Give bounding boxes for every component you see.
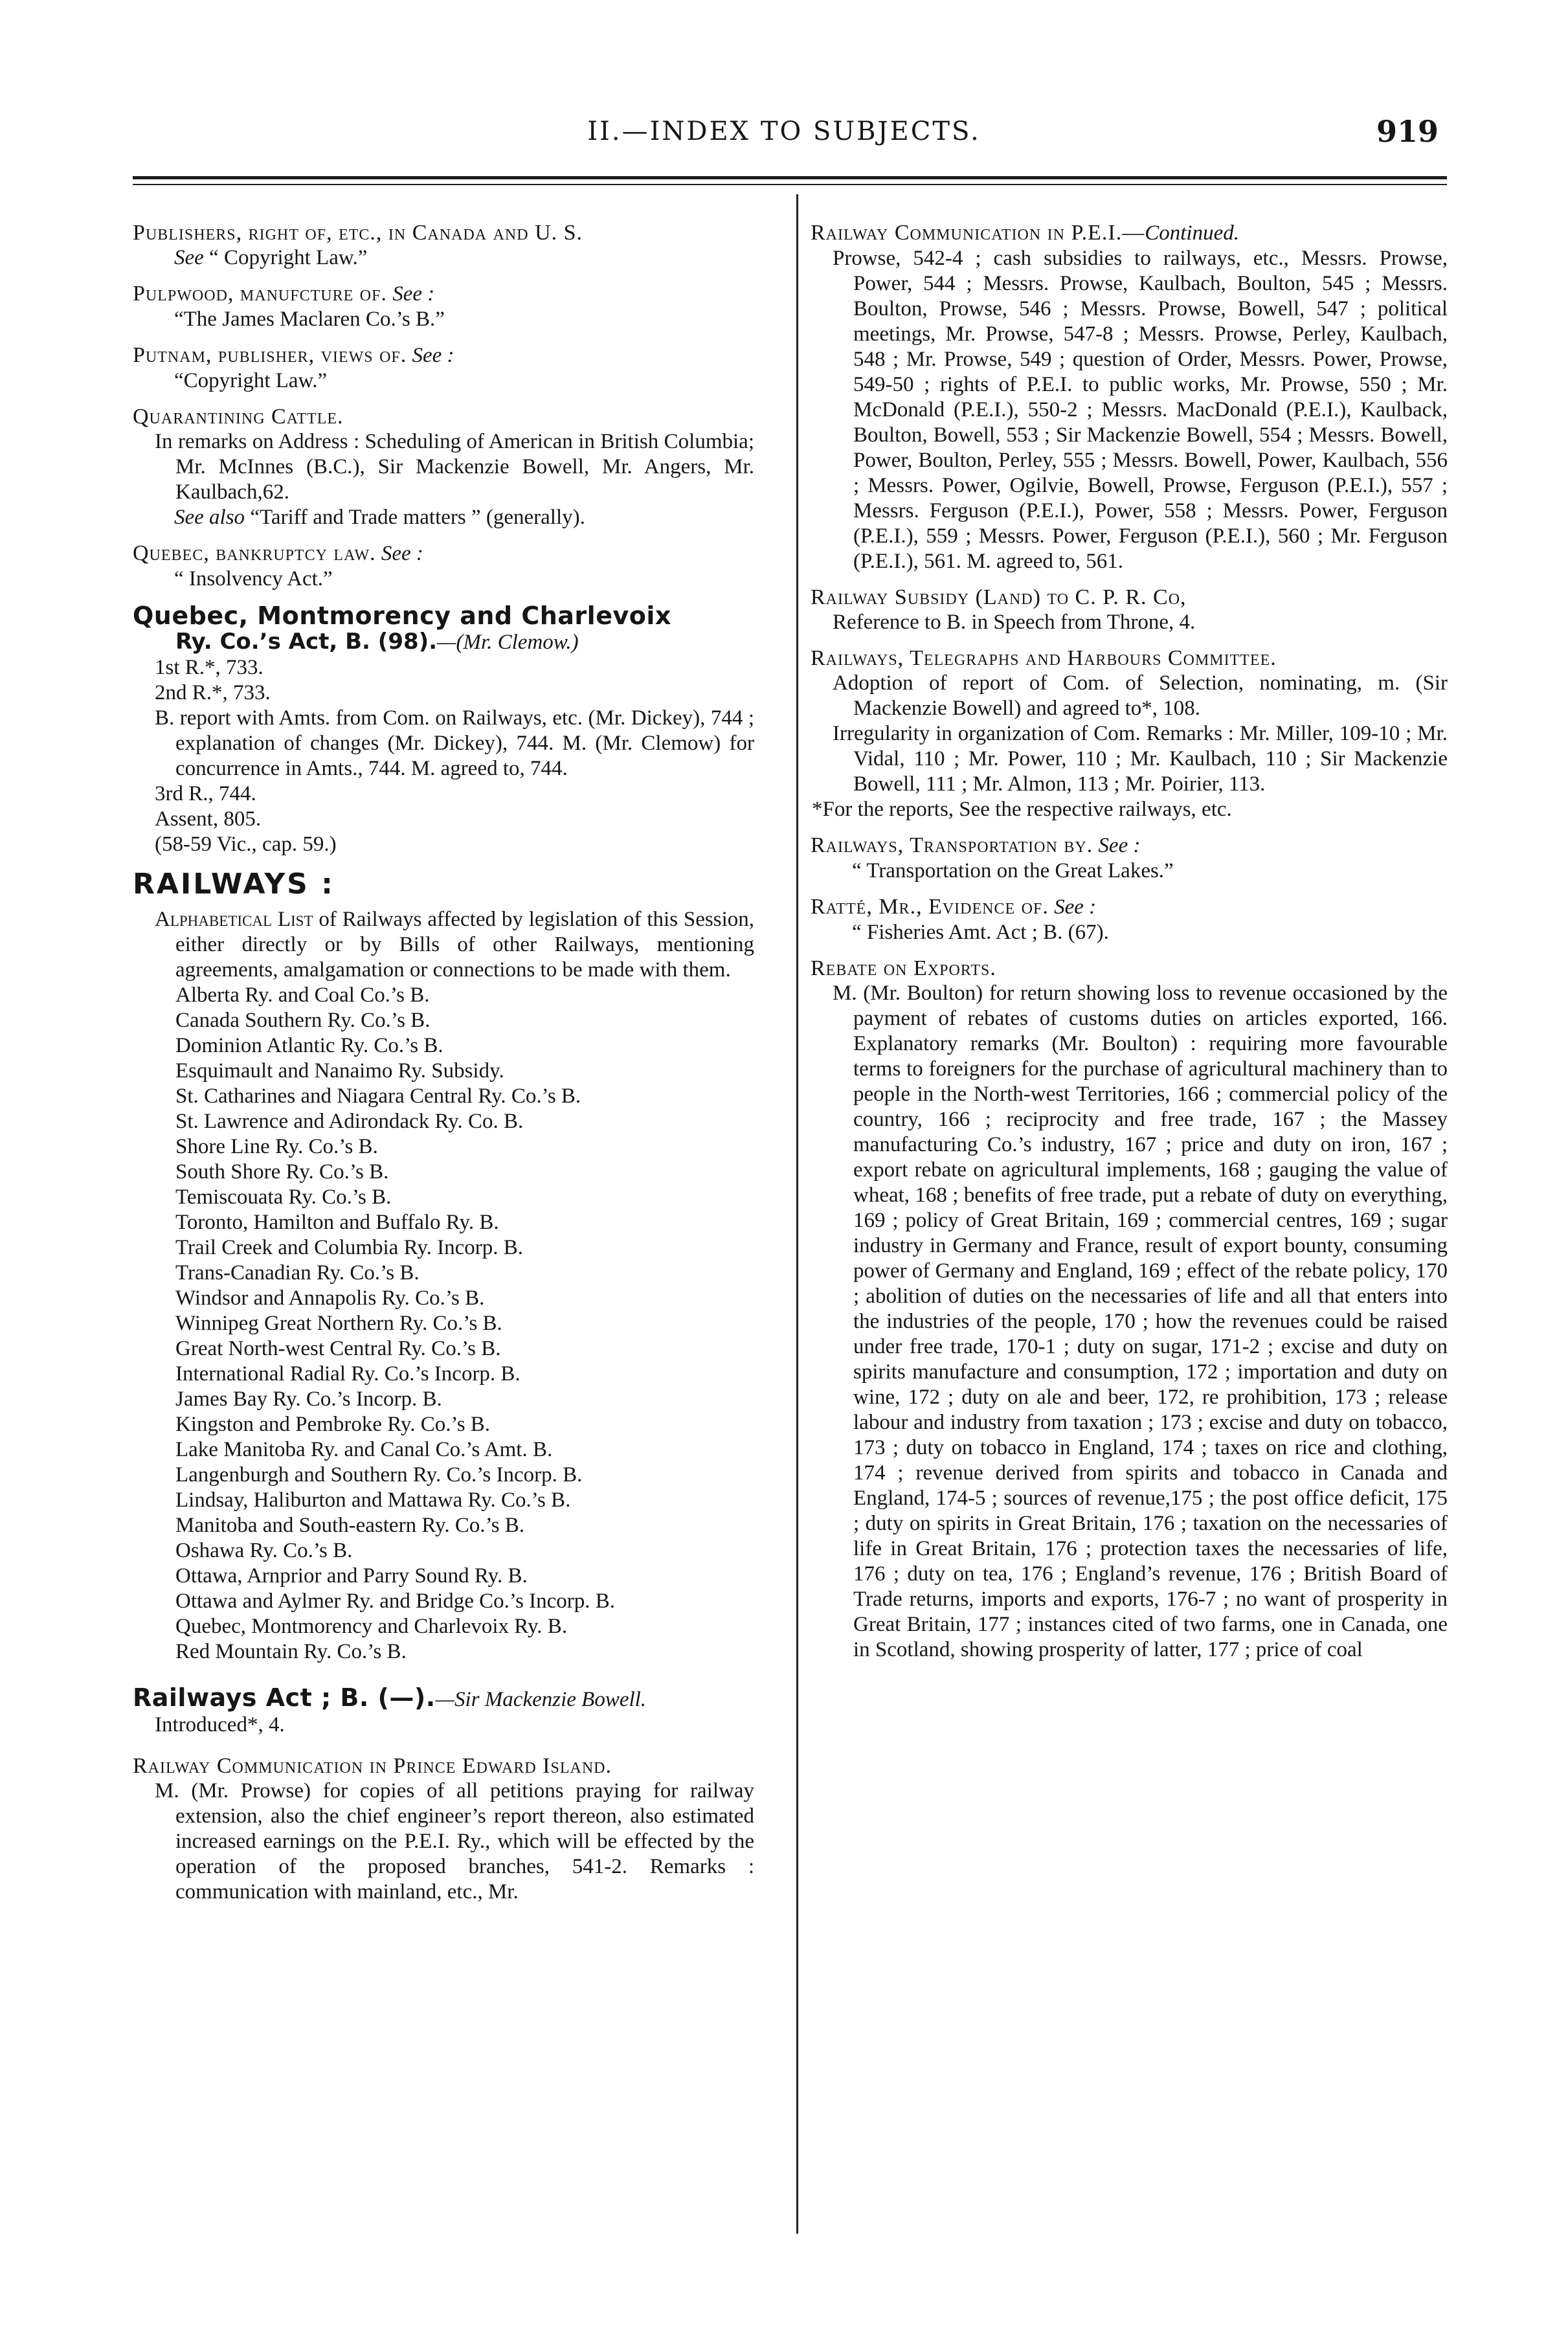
entry-text: Irregularity in organization of Com. Remarks : Mr. Miller, 109-10 ; Mr. Vidal, 110 ; Mr. Power, 110 ; Mr. Kaulbach, 110 ; Sir Mackenzie Bowell, 111 ; Mr. Almon, 113 ; Mr. Poirier, 113.: [833, 722, 1448, 796]
entry-publishers: [133, 220, 754, 271]
railway-list-item: Ottawa, Arnprior and Parry Sound Ry. B.: [175, 1564, 528, 1588]
see-label: See :: [412, 344, 454, 367]
cross-reference: “ Insolvency Act.”: [174, 567, 333, 590]
left-column: [133, 220, 754, 1915]
railway-list-item: Canada Southern Ry. Co.’s B.: [175, 1009, 431, 1032]
cross-reference: “The James Maclaren Co.’s B.”: [174, 308, 445, 331]
railway-list-item: Trans-Canadian Ry. Co.’s B.: [175, 1261, 420, 1285]
bill-stage: Assent, 805.: [155, 807, 262, 831]
see-label: See: [174, 246, 204, 269]
bill-stage: 3rd R., 744.: [155, 782, 256, 805]
entry-heading: Quarantining Cattle.: [133, 405, 344, 429]
railway-list-item: James Bay Ry. Co.’s Incorp. B.: [175, 1387, 442, 1411]
list-label: Alphabetical List: [155, 908, 313, 931]
cross-reference: “ Fisheries Amt. Act ; B. (67).: [852, 921, 1109, 944]
entry-railways-act: [133, 1684, 754, 1738]
railway-list-item: Windsor and Annapolis Ry. Co.’s B.: [175, 1286, 485, 1310]
railway-list-item: Langenburgh and Southern Ry. Co.’s Incorp. B.: [175, 1463, 583, 1487]
railway-list-item: Red Mountain Ry. Co.’s B.: [175, 1640, 407, 1663]
entry-heading: Railway Communication in P.E.I.—: [811, 221, 1145, 245]
entry-heading: Ratté, Mr., Evidence of.: [811, 895, 1049, 919]
entry-text: In remarks on Address : Scheduling of American in British Columbia; Mr. McInnes (B.C.), Sir Mackenzie Bowell, Mr. Angers, Mr. Kaulbach,62.: [155, 430, 754, 504]
list-intro: of Railways affected by legislation of this Session, either directly or by Bills of other Railways, mentioning agreements, amalgamation or connections to be made with them.: [175, 908, 754, 982]
railway-list-item: Great North-west Central Ry. Co.’s B.: [175, 1337, 501, 1360]
entry-rebate: [811, 956, 1448, 1663]
page-number: 919: [1376, 114, 1439, 149]
entry-railway-subsidy: [811, 585, 1448, 635]
railway-list-item: Kingston and Pembroke Ry. Co.’s B.: [175, 1413, 491, 1436]
entry-quarantining: [133, 404, 754, 530]
railway-list-item: St. Catharines and Niagara Central Ry. Co.’s B.: [175, 1084, 581, 1108]
railway-list-item: Oshawa Ry. Co.’s B.: [175, 1539, 353, 1562]
entry-text: M. (Mr. Boulton) for return showing loss to revenue occasioned by the payment of rebates of customs duties on articles exported, 166. Explanatory remarks (Mr. Boulton) : requiring more favourable terms to foreigners for the purchase of agricultural machinery than to people in the North-west Territories, 166 ; commercial policy of the country, 166 ; reciprocity and free trade, 167 ; the Massey manufacturing Co.’s industry, 167 ; price and duty on iron, 167 ; export rebate on agricultural implements, 168 ; gauging the value of wheat, 168 ; benefits of free trade, put a rebate of duty on everything, 169 ; policy of Great Britain, 169 ; commercial centres, 169 ; sugar industry in Germany and France, result of export bounty, consuming power of Germany and England, 169 ; effect of the rebate policy, 170 ; abolition of duties on the necessaries of life and all that enters into the industries of the people, 170 ; how the revenues could be raised under free trade, 170-1 ; duty on sugar, 171-2 ; excise and duty on spirits manufacture and consumption, 172 ; importation and duty on wine, 172 ; duty on ale and beer, 172, re prohibition, 173 ; release labour and industry from taxation ; 173 ; excise and duty on tobacco, 173 ; duty on tobacco in England, 174 ; taxes on rice and clothing, 174 ; revenue derived from spirits and tobacco in Canada and England, 174-5 ; sources of revenue,175 ; the post office deficit, 175 ; duty on spirits in Great Britain, 176 ; taxation on the necessaries of life in Great Britain, 176 ; protection taxes the necessaries of life, 176 ; duty on tea, 176 ; England’s revenue, 176 ; British Board of Trade returns, imports and exports, 176-7 ; no want of prosperity in Great Britain, 177 ; instances cited of two farms, one in Canada, one in Scotland, showing prosperity of latter, 177 ; price of coal: [833, 982, 1448, 1661]
entry-heading: Pulpwood, manufcture of.: [133, 282, 387, 306]
entry-heading: Publishers, right of, etc., in Canada and U. S.: [133, 221, 583, 245]
bill-title: Railways Act ; B. (—).: [133, 1683, 436, 1712]
cross-reference: “Copyright Law.”: [174, 369, 328, 392]
railway-list-item: South Shore Ry. Co.’s B.: [175, 1160, 389, 1184]
entry-railway-communication-continued: [811, 220, 1448, 574]
railway-list-item: Ottawa and Aylmer Ry. and Bridge Co.’s Incorp. B.: [175, 1589, 616, 1613]
right-column: [811, 220, 1448, 1673]
header-rule-thin: [133, 184, 1447, 185]
railway-list-item: Manitoba and South-eastern Ry. Co.’s B.: [175, 1514, 525, 1537]
entry-quebec-bankruptcy: [133, 541, 754, 592]
railway-list-item: Esquimault and Nanaimo Ry. Subsidy.: [175, 1059, 504, 1083]
railway-list-item: International Radial Ry. Co.’s Incorp. B.: [175, 1362, 521, 1386]
see-label: See :: [392, 282, 435, 306]
entry-railway-communication: [133, 1753, 754, 1905]
entry-heading: Railways, Transportation by.: [811, 833, 1093, 857]
see-label: See :: [381, 542, 423, 565]
see-label: See :: [1098, 834, 1141, 857]
running-title: II.—INDEX TO SUBJECTS.: [587, 117, 981, 146]
cross-reference: “Tariff and Trade matters ” (generally).: [250, 506, 585, 529]
entry-text: Reference to B. in Speech from Throne, 4.: [833, 611, 1196, 634]
entry-pulpwood: [133, 281, 754, 332]
entry-text: M. (Mr. Prowse) for copies of all petitions praying for railway extension, also the chief engineer’s report thereon, also estimated increased earnings on the P.E.I. Ry., which will be effected by the operation of the proposed branches, 541-2. Remarks : communication with mainland, etc., Mr.: [155, 1779, 754, 1904]
entry-heading: Railways, Telegraphs and Harbours Committee.: [811, 646, 1277, 670]
entry-railways-transportation: [811, 833, 1448, 884]
entry-railway-list: [133, 907, 754, 1665]
section-heading-railways: RAILWAYS :: [133, 868, 335, 901]
continued-label: Continued.: [1145, 221, 1239, 245]
entry-quebec-railway: [133, 602, 754, 857]
cross-reference: “ Transportation on the Great Lakes.”: [852, 859, 1174, 882]
railway-list-item: Shore Line Ry. Co.’s B.: [175, 1135, 378, 1158]
railway-list-item: Dominion Atlantic Ry. Co.’s B.: [175, 1034, 443, 1057]
railway-list-item: Trail Creek and Columbia Ry. Incorp. B.: [175, 1236, 524, 1259]
railway-list-item: Quebec, Montmorency and Charlevoix Ry. B.: [175, 1615, 568, 1638]
bill-statute: (58-59 Vic., cap. 59.): [155, 833, 337, 856]
entry-railways-committee: [811, 646, 1448, 822]
cross-reference: “ Copyright Law.”: [209, 246, 368, 269]
bill-subtitle: Ry. Co.’s Act, B. (98).: [175, 629, 438, 655]
bill-stage: 2nd R.*, 733.: [155, 681, 271, 704]
railway-list-item: Lindsay, Haliburton and Mattawa Ry. Co.’s B.: [175, 1488, 571, 1512]
entry-heading: Railway Subsidy (Land) to C. P. R. Co,: [811, 585, 1187, 609]
see-also-label: See also: [174, 506, 245, 529]
railway-list-item: St. Lawrence and Adirondack Ry. Co. B.: [175, 1110, 524, 1133]
column-divider: [796, 194, 798, 2234]
entry-putnam: [133, 343, 754, 394]
bill-stage: Introduced*, 4.: [155, 1713, 285, 1736]
footnote: *For the reports, See the respective railways, etc.: [812, 798, 1232, 821]
see-label: See :: [1054, 895, 1097, 919]
bill-stage: B. report with Amts. from Com. on Railways, etc. (Mr. Dickey), 744 ; explanation of changes (Mr. Dickey), 744. M. (Mr. Clemow) for concurrence in Amts., 744. M. agreed to, 744.: [155, 706, 754, 780]
railway-list: [133, 983, 754, 1665]
railway-list-item: Alberta Ry. and Coal Co.’s B.: [175, 983, 430, 1007]
bill-mover: —Sir Mackenzie Bowell.: [435, 1688, 647, 1711]
entry-text: Prowse, 542-4 ; cash subsidies to railways, etc., Messrs. Prowse, Power, 544 ; Messrs. Prowse, Kaulbach, Boulton, 545 ; Messrs. Boulton, Prowse, 546 ; Messrs. Prowse, Bowell, 547 ; political meetings, Mr. Prowse, 547-8 ; Messrs. Prowse, Perley, Kaulbach, 548 ; Mr. Prowse, 549 ; question of Order, Messrs. Power, Prowse, 549-50 ; rights of P.E.I. to public works, Mr. Prowse, 550 ; Mr. McDonald (P.E.I.), 550-2 ; Messrs. MacDonald (P.E.I.), Kaulback, Boulton, Bowell, 553 ; Sir Mackenzie Bowell, 554 ; Messrs. Bowell, Power, Boulton, Perley, 555 ; Messrs. Bowell, Power, Kaulbach, 556 ; Messrs. Power, Ogilvie, Bowell, Prowse, Ferguson (P.E.I.), 557 ; Messrs. Ferguson (P.E.I.), Power, 558 ; Messrs. Power, Ferguson (P.E.I.), 559 ; Messrs. Power, Ferguson (P.E.I.), 560 ; Mr. Ferguson (P.E.I.), 561. M. agreed to, 561.: [833, 247, 1448, 573]
entry-heading: Putnam, publisher, views of.: [133, 343, 407, 367]
railway-list-item: Winnipeg Great Northern Ry. Co.’s B.: [175, 1312, 502, 1335]
railway-list-item: Lake Manitoba Ry. and Canal Co.’s Amt. B.: [175, 1438, 553, 1461]
bill-title: Quebec, Montmorency and Charlevoix: [133, 601, 671, 630]
railway-list-item: Toronto, Hamilton and Buffalo Ry. B.: [175, 1211, 499, 1234]
railway-list-item: Temiscouata Ry. Co.’s B.: [175, 1185, 392, 1209]
header-rule-thick: [133, 176, 1447, 179]
entry-heading: Rebate on Exports.: [811, 956, 996, 980]
entry-ratte: [811, 894, 1448, 945]
entry-heading: Quebec, bankruptcy law.: [133, 541, 376, 565]
bill-mover: —(Mr. Clemow.): [437, 631, 579, 654]
entry-text: Adoption of report of Com. of Selection, nominating, m. (Sir Mackenzie Bowell) and agreed to*, 108.: [833, 671, 1448, 720]
entry-heading: Railway Communication in Prince Edward Island.: [133, 1754, 612, 1778]
bill-stage: 1st R.*, 733.: [155, 656, 263, 679]
